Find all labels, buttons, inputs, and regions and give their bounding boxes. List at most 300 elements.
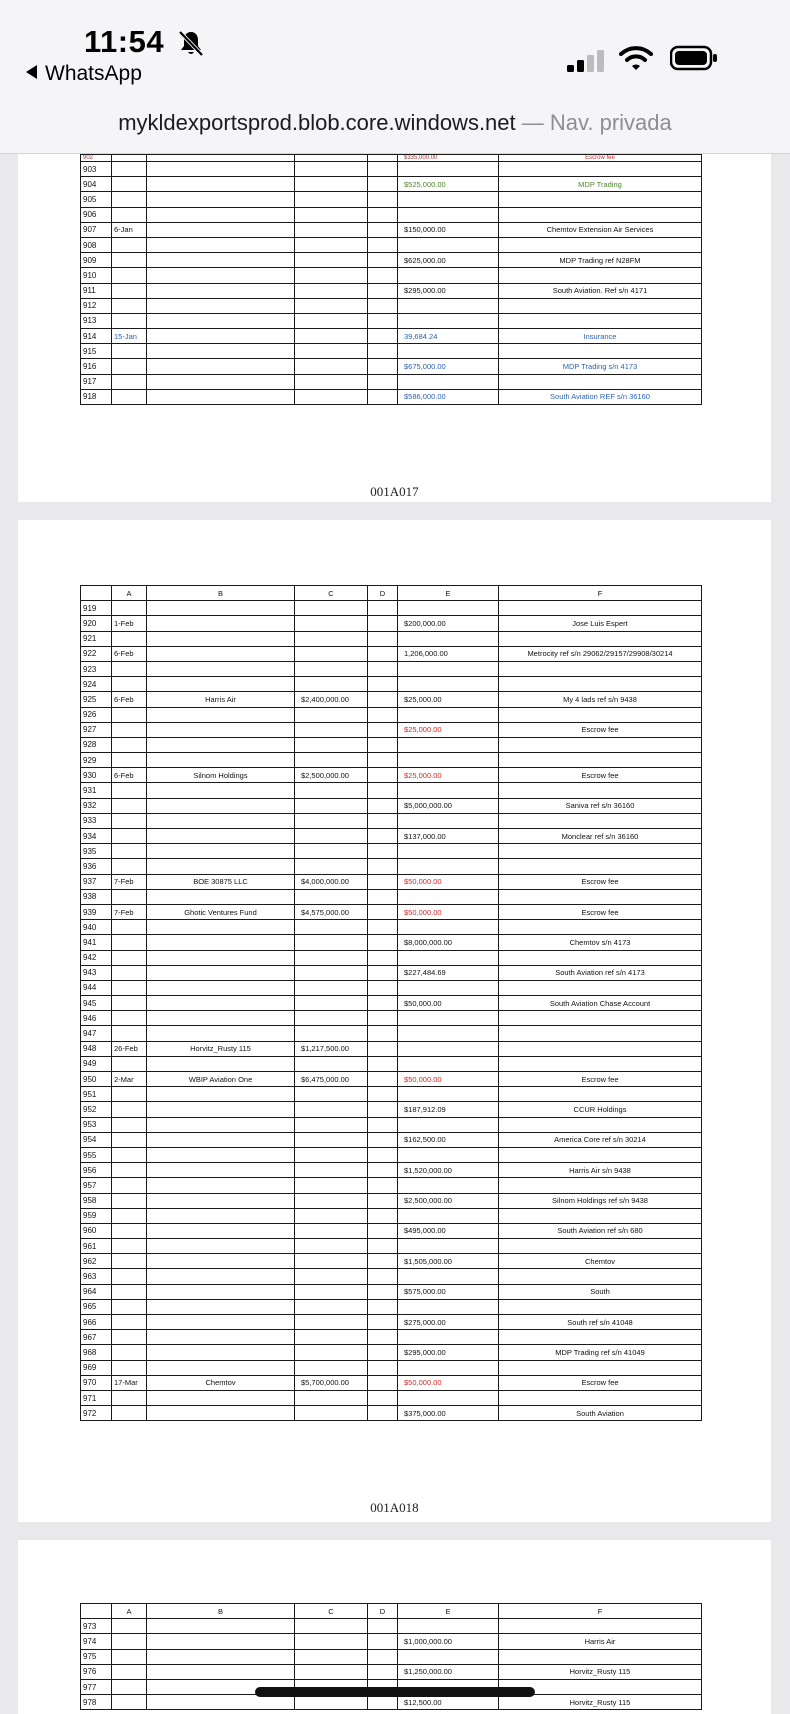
incoming-amount-cell bbox=[295, 1163, 368, 1178]
row-number-cell: 936 bbox=[81, 859, 112, 874]
table-row bbox=[81, 1102, 702, 1117]
empty-cell bbox=[368, 616, 398, 631]
row-number-cell: 928 bbox=[81, 737, 112, 752]
date-cell bbox=[112, 192, 147, 207]
table-row bbox=[81, 920, 702, 935]
row-number-cell: 935 bbox=[81, 844, 112, 859]
description-cell bbox=[499, 737, 702, 752]
payer-cell bbox=[147, 965, 295, 980]
url-separator: — bbox=[521, 110, 544, 135]
description-cell: MDP Trading s/n 4173 bbox=[499, 359, 702, 374]
description-cell: Harris Air bbox=[499, 1634, 702, 1649]
description-cell bbox=[499, 1178, 702, 1193]
empty-cell bbox=[368, 768, 398, 783]
payer-cell bbox=[147, 1406, 295, 1421]
date-cell bbox=[112, 996, 147, 1011]
description-cell: MDP Trading ref N28FM bbox=[499, 253, 702, 268]
empty-cell bbox=[368, 1163, 398, 1178]
payer-cell bbox=[147, 753, 295, 768]
description-cell: Horvitz_Rusty 115 bbox=[499, 1695, 702, 1710]
table-row bbox=[81, 1011, 702, 1026]
date-cell bbox=[112, 1299, 147, 1314]
date-cell bbox=[112, 268, 147, 283]
payer-cell bbox=[147, 1239, 295, 1254]
table-row bbox=[81, 1208, 702, 1223]
date-cell bbox=[112, 1390, 147, 1405]
payer-cell bbox=[147, 253, 295, 268]
date-cell bbox=[112, 1406, 147, 1421]
date-cell: 6-Feb bbox=[112, 646, 147, 661]
table-row bbox=[81, 722, 702, 737]
incoming-amount-cell bbox=[295, 1026, 368, 1041]
status-time: 11:54 bbox=[84, 24, 165, 59]
description-cell bbox=[499, 1299, 702, 1314]
outgoing-amount-cell: $525,000.00 bbox=[398, 177, 499, 192]
empty-cell bbox=[368, 1619, 398, 1634]
row-number-cell: 977 bbox=[81, 1679, 112, 1694]
payer-cell bbox=[147, 162, 295, 177]
payer-cell bbox=[147, 677, 295, 692]
column-header-row bbox=[81, 586, 702, 601]
column-header: D bbox=[368, 1604, 398, 1619]
table-row bbox=[81, 298, 702, 313]
incoming-amount-cell: $5,700,000.00 bbox=[295, 1375, 368, 1390]
description-cell bbox=[499, 707, 702, 722]
empty-cell bbox=[368, 1193, 398, 1208]
incoming-amount-cell bbox=[295, 329, 368, 344]
row-number-cell: 973 bbox=[81, 1619, 112, 1634]
table-row bbox=[81, 268, 702, 283]
table-row bbox=[81, 1178, 702, 1193]
payer-cell bbox=[147, 1345, 295, 1360]
date-cell bbox=[112, 935, 147, 950]
table-row bbox=[81, 162, 702, 177]
table-row bbox=[81, 844, 702, 859]
incoming-amount-cell bbox=[295, 1299, 368, 1314]
row-number-cell: 975 bbox=[81, 1649, 112, 1664]
row-number-cell: 964 bbox=[81, 1284, 112, 1299]
column-header: F bbox=[499, 586, 702, 601]
incoming-amount-cell bbox=[295, 1147, 368, 1162]
description-cell bbox=[499, 889, 702, 904]
outgoing-amount-cell: $495,000.00 bbox=[398, 1223, 499, 1238]
outgoing-amount-cell: $1,250,000.00 bbox=[398, 1664, 499, 1679]
empty-cell bbox=[368, 950, 398, 965]
incoming-amount-cell bbox=[295, 646, 368, 661]
back-label: WhatsApp bbox=[45, 62, 142, 85]
description-cell: Escrow fee bbox=[499, 874, 702, 889]
outgoing-amount-cell: $50,000.00 bbox=[398, 874, 499, 889]
empty-cell bbox=[368, 1056, 398, 1071]
date-cell: 15-Jan bbox=[112, 329, 147, 344]
table-row bbox=[81, 1087, 702, 1102]
empty-cell bbox=[368, 177, 398, 192]
date-cell bbox=[112, 783, 147, 798]
row-number-cell: 906 bbox=[81, 207, 112, 222]
incoming-amount-cell bbox=[295, 631, 368, 646]
date-cell bbox=[112, 798, 147, 813]
row-number-cell: 915 bbox=[81, 344, 112, 359]
empty-cell bbox=[368, 646, 398, 661]
date-cell bbox=[112, 661, 147, 676]
row-number-cell: 976 bbox=[81, 1664, 112, 1679]
table-row bbox=[81, 1284, 702, 1299]
description-cell bbox=[499, 950, 702, 965]
description-cell: Chemtov Extension Air Services bbox=[499, 222, 702, 237]
description-cell: Jose Luis Espert bbox=[499, 616, 702, 631]
column-header bbox=[81, 586, 112, 601]
table-row bbox=[81, 1345, 702, 1360]
empty-cell bbox=[368, 1284, 398, 1299]
home-indicator[interactable] bbox=[255, 1687, 535, 1697]
payer-cell bbox=[147, 829, 295, 844]
table-row bbox=[81, 1041, 702, 1056]
table-row bbox=[81, 753, 702, 768]
empty-cell bbox=[368, 1208, 398, 1223]
incoming-amount-cell bbox=[295, 829, 368, 844]
row-number-cell: 934 bbox=[81, 829, 112, 844]
row-number-cell: 944 bbox=[81, 980, 112, 995]
outgoing-amount-cell: $2,500,000.00 bbox=[398, 1193, 499, 1208]
incoming-amount-cell bbox=[295, 162, 368, 177]
incoming-amount-cell bbox=[295, 1056, 368, 1071]
row-number-cell: 911 bbox=[81, 283, 112, 298]
incoming-amount-cell bbox=[295, 722, 368, 737]
date-cell bbox=[112, 162, 147, 177]
description-cell bbox=[499, 313, 702, 328]
incoming-amount-cell bbox=[295, 1649, 368, 1664]
payer-cell bbox=[147, 1102, 295, 1117]
table-row bbox=[81, 646, 702, 661]
row-number-cell: 925 bbox=[81, 692, 112, 707]
date-cell bbox=[112, 1695, 147, 1710]
payer-cell bbox=[147, 1223, 295, 1238]
outgoing-amount-cell bbox=[398, 1026, 499, 1041]
table-row bbox=[81, 661, 702, 676]
date-cell bbox=[112, 1193, 147, 1208]
cellular-signal-icon bbox=[567, 48, 605, 72]
table-row bbox=[81, 1634, 702, 1649]
outgoing-amount-cell bbox=[398, 237, 499, 252]
outgoing-amount-cell: $25,000.00 bbox=[398, 722, 499, 737]
incoming-amount-cell bbox=[295, 374, 368, 389]
description-cell: Escrow fee bbox=[499, 768, 702, 783]
table-row bbox=[81, 283, 702, 298]
payer-cell bbox=[147, 1117, 295, 1132]
incoming-amount-cell bbox=[295, 1634, 368, 1649]
browser-url-bar[interactable] bbox=[0, 100, 790, 154]
incoming-amount-cell bbox=[295, 980, 368, 995]
empty-cell bbox=[368, 813, 398, 828]
description-cell: CCUR Holdings bbox=[499, 1102, 702, 1117]
payer-cell bbox=[147, 1330, 295, 1345]
row-number-cell: 907 bbox=[81, 222, 112, 237]
incoming-amount-cell bbox=[295, 298, 368, 313]
table-row bbox=[81, 1360, 702, 1375]
date-cell bbox=[112, 1619, 147, 1634]
date-cell bbox=[112, 1345, 147, 1360]
empty-cell bbox=[368, 192, 398, 207]
incoming-amount-cell bbox=[295, 1254, 368, 1269]
column-header-row bbox=[81, 1604, 702, 1619]
outgoing-amount-cell: $5,000,000.00 bbox=[398, 798, 499, 813]
row-number-cell: 903 bbox=[81, 162, 112, 177]
empty-cell bbox=[368, 1117, 398, 1132]
incoming-amount-cell bbox=[295, 253, 368, 268]
empty-cell bbox=[368, 829, 398, 844]
description-cell: South bbox=[499, 1284, 702, 1299]
payer-cell bbox=[147, 1087, 295, 1102]
payer-cell bbox=[147, 192, 295, 207]
outgoing-amount-cell bbox=[398, 950, 499, 965]
date-cell bbox=[112, 1254, 147, 1269]
description-cell bbox=[499, 1026, 702, 1041]
outgoing-amount-cell bbox=[398, 1056, 499, 1071]
date-cell bbox=[112, 283, 147, 298]
row-number-cell: 974 bbox=[81, 1634, 112, 1649]
row-number-cell: 912 bbox=[81, 298, 112, 313]
row-number-cell: 920 bbox=[81, 616, 112, 631]
date-cell bbox=[112, 1269, 147, 1284]
description-cell bbox=[499, 192, 702, 207]
outgoing-amount-cell: $50,000.00 bbox=[398, 1072, 499, 1087]
empty-cell bbox=[368, 859, 398, 874]
payer-cell bbox=[147, 359, 295, 374]
row-number-cell: 909 bbox=[81, 253, 112, 268]
row-number-cell: 914 bbox=[81, 329, 112, 344]
payer-cell bbox=[147, 1619, 295, 1634]
empty-cell bbox=[368, 359, 398, 374]
date-cell bbox=[112, 155, 147, 162]
date-cell bbox=[112, 1664, 147, 1679]
empty-cell bbox=[368, 1315, 398, 1330]
description-cell: South Aviation bbox=[499, 1406, 702, 1421]
payer-cell bbox=[147, 298, 295, 313]
url-text[interactable]: mykldexportsprod.blob.core.windows.net bbox=[118, 110, 516, 135]
column-header: C bbox=[295, 586, 368, 601]
payer-cell bbox=[147, 813, 295, 828]
payer-cell bbox=[147, 1634, 295, 1649]
incoming-amount-cell bbox=[295, 1208, 368, 1223]
table-row bbox=[81, 177, 702, 192]
row-number-cell: 905 bbox=[81, 192, 112, 207]
outgoing-amount-cell bbox=[398, 844, 499, 859]
description-cell: America Core ref s/n 30214 bbox=[499, 1132, 702, 1147]
outgoing-amount-cell: $625,000.00 bbox=[398, 253, 499, 268]
incoming-amount-cell bbox=[295, 935, 368, 950]
table-row bbox=[81, 601, 702, 616]
outgoing-amount-cell bbox=[398, 737, 499, 752]
incoming-amount-cell bbox=[295, 920, 368, 935]
incoming-amount-cell bbox=[295, 1102, 368, 1117]
table-row bbox=[81, 1664, 702, 1679]
description-cell bbox=[499, 162, 702, 177]
empty-cell bbox=[368, 1406, 398, 1421]
empty-cell bbox=[368, 996, 398, 1011]
date-cell: 6-Feb bbox=[112, 692, 147, 707]
outgoing-amount-cell: $200,000.00 bbox=[398, 616, 499, 631]
empty-cell bbox=[368, 753, 398, 768]
date-cell bbox=[112, 1284, 147, 1299]
row-number-cell: 919 bbox=[81, 601, 112, 616]
payer-cell bbox=[147, 1208, 295, 1223]
payer-cell bbox=[147, 631, 295, 646]
description-cell bbox=[499, 374, 702, 389]
incoming-amount-cell bbox=[295, 965, 368, 980]
empty-cell bbox=[368, 1649, 398, 1664]
column-header: E bbox=[398, 1604, 499, 1619]
description-cell: Escrow fee bbox=[499, 722, 702, 737]
row-number-cell: 950 bbox=[81, 1072, 112, 1087]
description-cell: Horvitz_Rusty 115 bbox=[499, 1664, 702, 1679]
payer-cell: Ghotic Ventures Fund bbox=[147, 904, 295, 919]
outgoing-amount-cell: $187,912.09 bbox=[398, 1102, 499, 1117]
payer-cell bbox=[147, 1649, 295, 1664]
outgoing-amount-cell bbox=[398, 661, 499, 676]
row-number-cell: 930 bbox=[81, 768, 112, 783]
payer-cell: Chemtov bbox=[147, 1375, 295, 1390]
payer-cell bbox=[147, 1147, 295, 1162]
payer-cell: Horvitz_Rusty 115 bbox=[147, 1041, 295, 1056]
payer-cell bbox=[147, 646, 295, 661]
table-row bbox=[81, 1163, 702, 1178]
empty-cell bbox=[368, 965, 398, 980]
description-cell bbox=[499, 859, 702, 874]
column-header: B bbox=[147, 1604, 295, 1619]
table-row bbox=[81, 692, 702, 707]
incoming-amount-cell bbox=[295, 1132, 368, 1147]
empty-cell bbox=[368, 207, 398, 222]
outgoing-amount-cell: $586,000.00 bbox=[398, 389, 499, 404]
payer-cell bbox=[147, 1254, 295, 1269]
incoming-amount-cell bbox=[295, 359, 368, 374]
row-number-cell: 947 bbox=[81, 1026, 112, 1041]
outgoing-amount-cell: $25,000.00 bbox=[398, 768, 499, 783]
payer-cell bbox=[147, 889, 295, 904]
payer-cell: BOE 30875 LLC bbox=[147, 874, 295, 889]
incoming-amount-cell bbox=[295, 389, 368, 404]
incoming-amount-cell bbox=[295, 1117, 368, 1132]
incoming-amount-cell bbox=[295, 1239, 368, 1254]
outgoing-amount-cell bbox=[398, 1208, 499, 1223]
date-cell bbox=[112, 920, 147, 935]
payer-cell bbox=[147, 737, 295, 752]
sheet-body bbox=[81, 155, 702, 405]
description-cell: Chemtov bbox=[499, 1254, 702, 1269]
outgoing-amount-cell: $275,000.00 bbox=[398, 1315, 499, 1330]
date-cell bbox=[112, 1223, 147, 1238]
incoming-amount-cell bbox=[295, 1619, 368, 1634]
document-page-1 bbox=[18, 154, 771, 502]
outgoing-amount-cell: $675,000.00 bbox=[398, 359, 499, 374]
outgoing-amount-cell: $8,000,000.00 bbox=[398, 935, 499, 950]
date-cell bbox=[112, 253, 147, 268]
row-number-cell: 960 bbox=[81, 1223, 112, 1238]
date-cell: 17-Mar bbox=[112, 1375, 147, 1390]
outgoing-amount-cell: $375,000.00 bbox=[398, 1406, 499, 1421]
empty-cell bbox=[368, 935, 398, 950]
description-cell bbox=[499, 601, 702, 616]
column-header: D bbox=[368, 586, 398, 601]
table-row bbox=[81, 950, 702, 965]
date-cell: 1-Feb bbox=[112, 616, 147, 631]
date-cell: 6-Feb bbox=[112, 768, 147, 783]
table-row bbox=[81, 904, 702, 919]
description-cell bbox=[499, 1117, 702, 1132]
incoming-amount-cell: $1,217,500.00 bbox=[295, 1041, 368, 1056]
description-cell: Escrow fee bbox=[499, 155, 702, 162]
row-number-cell: 908 bbox=[81, 237, 112, 252]
row-number-cell: 933 bbox=[81, 813, 112, 828]
description-cell bbox=[499, 1087, 702, 1102]
payer-cell bbox=[147, 996, 295, 1011]
row-number-cell: 968 bbox=[81, 1345, 112, 1360]
empty-cell bbox=[368, 601, 398, 616]
empty-cell bbox=[368, 329, 398, 344]
payer-cell bbox=[147, 1193, 295, 1208]
description-cell: Harris Air s/n 9438 bbox=[499, 1163, 702, 1178]
date-cell bbox=[112, 965, 147, 980]
row-number-cell: 951 bbox=[81, 1087, 112, 1102]
outgoing-amount-cell bbox=[398, 631, 499, 646]
description-cell: South Aviation Chase Account bbox=[499, 996, 702, 1011]
outgoing-amount-cell bbox=[398, 1178, 499, 1193]
status-bar bbox=[0, 0, 790, 100]
empty-cell bbox=[368, 677, 398, 692]
description-cell: Escrow fee bbox=[499, 1375, 702, 1390]
incoming-amount-cell bbox=[295, 1087, 368, 1102]
payer-cell bbox=[147, 1664, 295, 1679]
payer-cell bbox=[147, 798, 295, 813]
incoming-amount-cell: $4,000,000.00 bbox=[295, 874, 368, 889]
date-cell bbox=[112, 829, 147, 844]
table-row bbox=[81, 889, 702, 904]
outgoing-amount-cell bbox=[398, 344, 499, 359]
date-cell bbox=[112, 859, 147, 874]
date-cell bbox=[112, 374, 147, 389]
description-cell bbox=[499, 237, 702, 252]
empty-cell bbox=[368, 237, 398, 252]
column-header: E bbox=[398, 586, 499, 601]
row-number-cell: 962 bbox=[81, 1254, 112, 1269]
row-number-cell: 966 bbox=[81, 1315, 112, 1330]
row-number-cell: 913 bbox=[81, 313, 112, 328]
incoming-amount-cell bbox=[295, 813, 368, 828]
empty-cell bbox=[368, 374, 398, 389]
incoming-amount-cell bbox=[295, 237, 368, 252]
incoming-amount-cell bbox=[295, 1223, 368, 1238]
payer-cell: WBIP Aviation One bbox=[147, 1072, 295, 1087]
column-header: C bbox=[295, 1604, 368, 1619]
back-to-whatsapp-button[interactable] bbox=[26, 62, 142, 86]
table-row bbox=[81, 1117, 702, 1132]
empty-cell bbox=[368, 1072, 398, 1087]
row-number-cell: 961 bbox=[81, 1239, 112, 1254]
date-cell bbox=[112, 753, 147, 768]
row-number-cell: 943 bbox=[81, 965, 112, 980]
description-cell: MDP Trading bbox=[499, 177, 702, 192]
outgoing-amount-cell: $50,000.00 bbox=[398, 996, 499, 1011]
row-number-cell: 937 bbox=[81, 874, 112, 889]
payer-cell bbox=[147, 601, 295, 616]
empty-cell bbox=[368, 661, 398, 676]
description-cell: South Aviation ref s/n 4173 bbox=[499, 965, 702, 980]
empty-cell bbox=[368, 1223, 398, 1238]
bell-slash-icon bbox=[176, 28, 206, 58]
outgoing-amount-cell bbox=[398, 707, 499, 722]
table-row bbox=[81, 1026, 702, 1041]
empty-cell bbox=[368, 268, 398, 283]
